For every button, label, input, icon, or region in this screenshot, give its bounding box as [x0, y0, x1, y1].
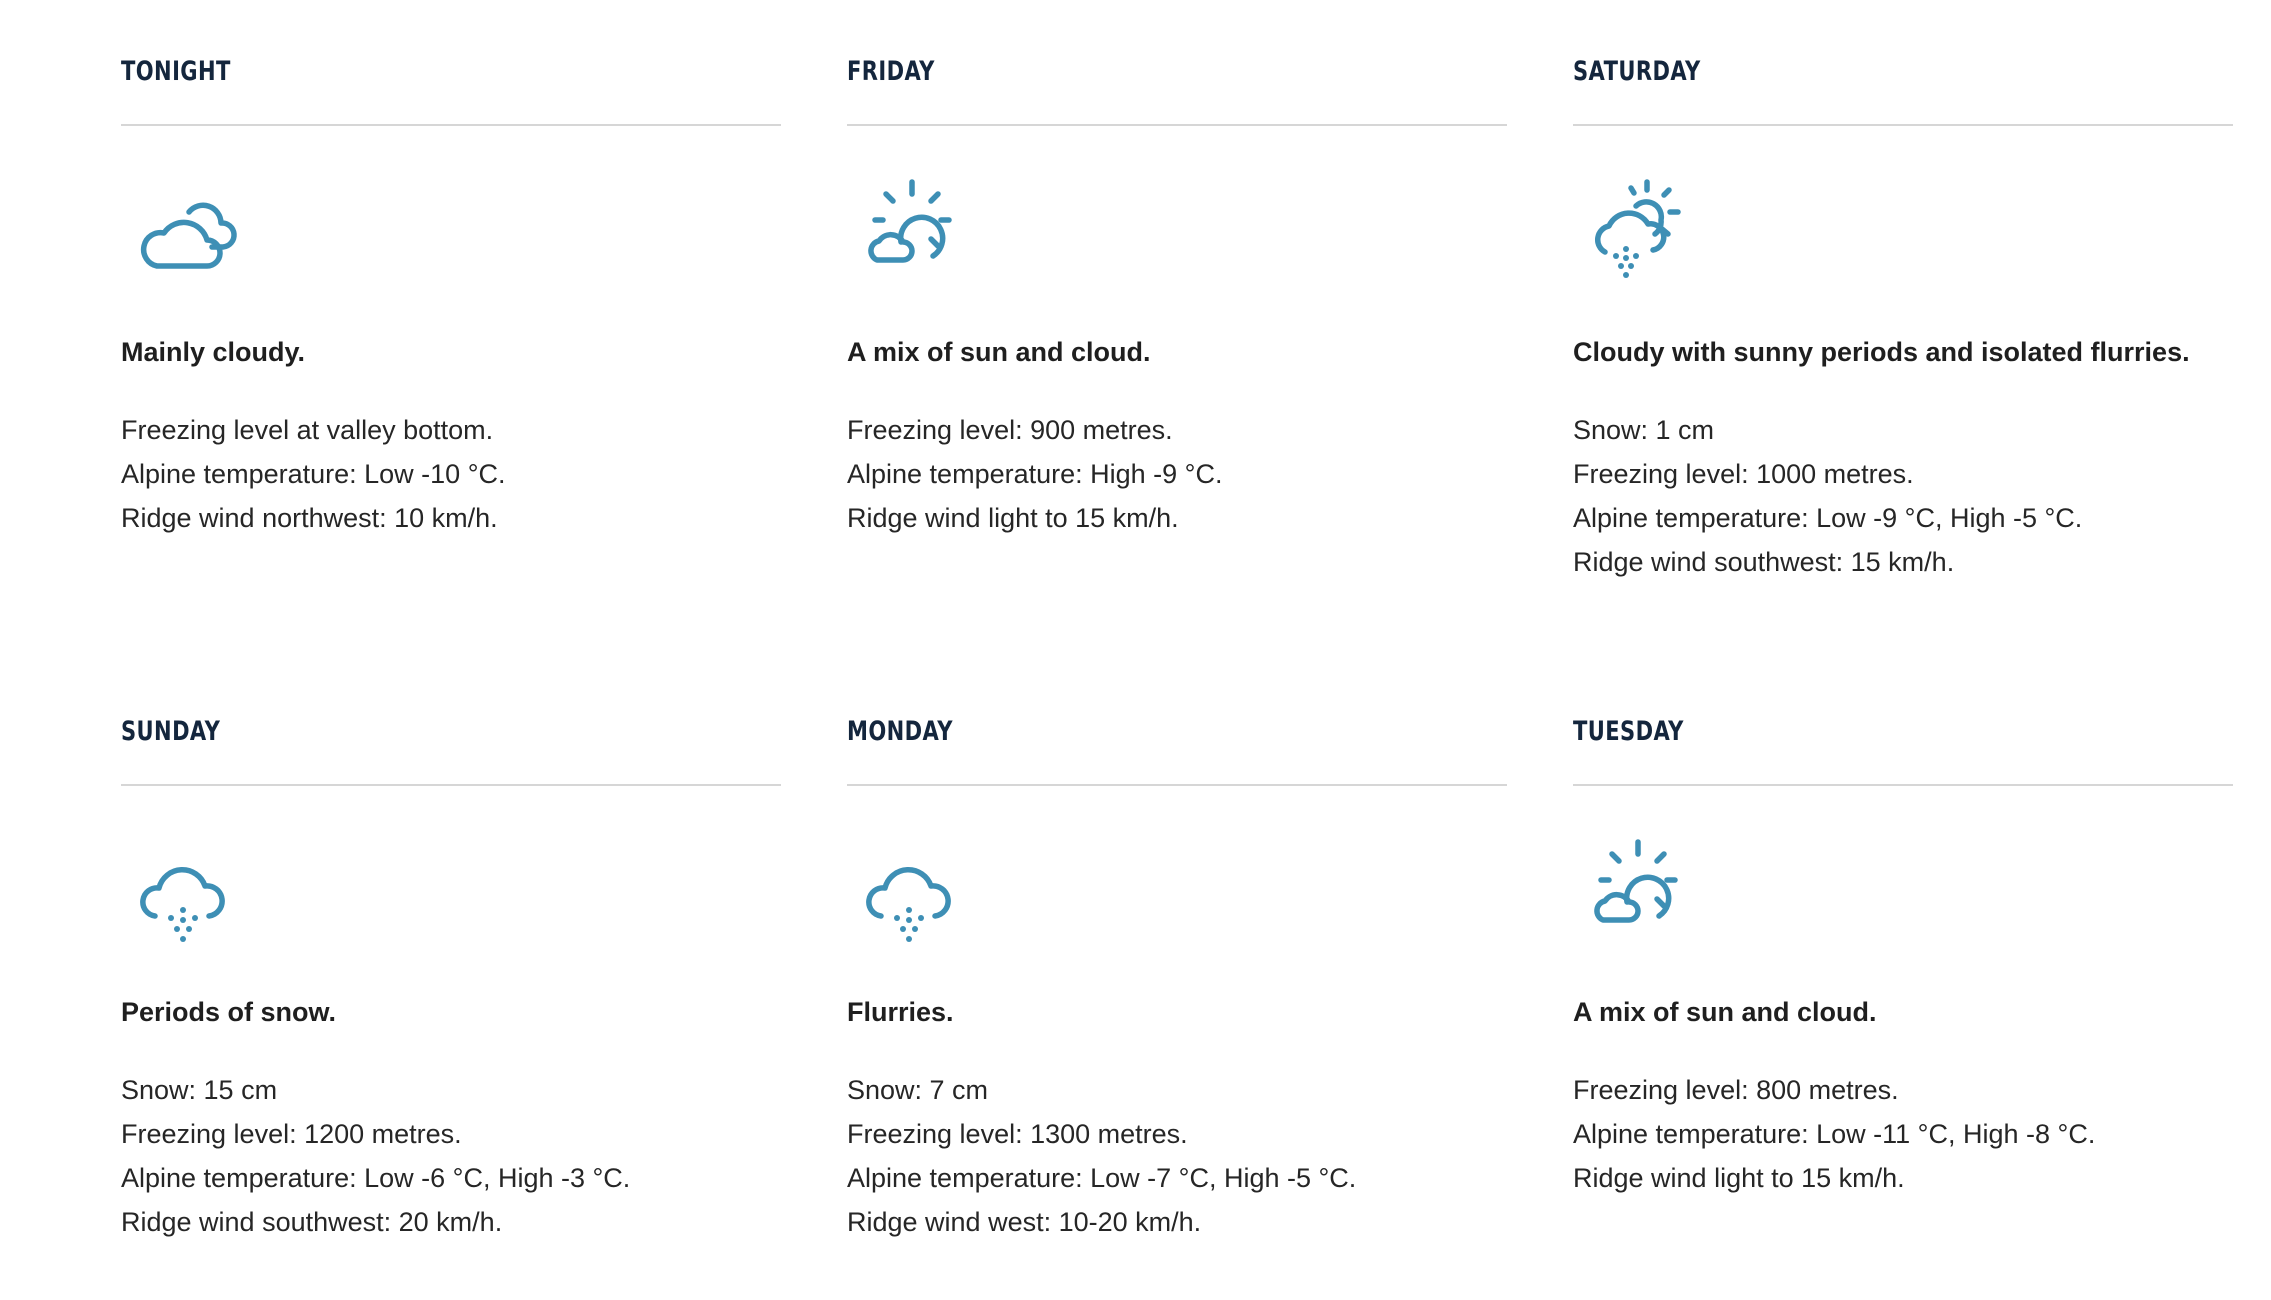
detail-line: Freezing level at valley bottom. — [121, 415, 494, 445]
detail-line: Ridge wind light to 15 km/h. — [1573, 1163, 1905, 1193]
forecast-summary: Flurries. — [847, 997, 954, 1027]
day-heading: SUNDAY — [121, 716, 221, 747]
day-heading: MONDAY — [847, 716, 953, 747]
snow-cloud-icon — [121, 830, 251, 960]
detail-line: Alpine temperature: Low -7 °C, High -5 °C. — [847, 1163, 1357, 1193]
detail-line: Freezing level: 1300 metres. — [847, 1119, 1188, 1149]
detail-line: Snow: 15 cm — [121, 1075, 278, 1105]
forecast-details — [121, 1068, 630, 1244]
detail-line: Alpine temperature: High -9 °C. — [847, 459, 1223, 489]
divider — [847, 784, 1507, 786]
forecast-summary: A mix of sun and cloud. — [1573, 997, 1877, 1027]
detail-line: Snow: 7 cm — [847, 1075, 989, 1105]
divider — [121, 784, 781, 786]
detail-line: Ridge wind southwest: 15 km/h. — [1573, 547, 1955, 577]
detail-line: Ridge wind northwest: 10 km/h. — [121, 503, 498, 533]
forecast-summary: Periods of snow. — [121, 997, 337, 1027]
detail-line: Ridge wind southwest: 20 km/h. — [121, 1207, 503, 1237]
detail-line: Freezing level: 1000 metres. — [1573, 459, 1914, 489]
detail-line: Alpine temperature: Low -11 °C, High -8 °C. — [1573, 1119, 2096, 1149]
detail-line: Ridge wind west: 10-20 km/h. — [847, 1207, 1202, 1237]
detail-line: Freezing level: 900 metres. — [847, 415, 1173, 445]
sun-cloud-flurries-icon — [1573, 170, 1703, 300]
divider — [121, 124, 781, 126]
forecast-grid — [121, 0, 2231, 1300]
forecast-summary: A mix of sun and cloud. — [847, 337, 1151, 367]
detail-line: Freezing level: 800 metres. — [1573, 1075, 1899, 1105]
cloudy-icon — [121, 170, 251, 300]
detail-line: Alpine temperature: Low -10 °C. — [121, 459, 506, 489]
day-heading: SATURDAY — [1573, 56, 1701, 87]
forecast-details — [121, 408, 506, 540]
forecast-details — [1573, 1068, 2095, 1200]
detail-line: Freezing level: 1200 metres. — [121, 1119, 462, 1149]
sun-cloud-icon — [1573, 830, 1703, 960]
forecast-details — [1573, 408, 2082, 584]
forecast-details — [847, 408, 1222, 540]
divider — [1573, 784, 2233, 786]
forecast-details — [847, 1068, 1356, 1244]
snow-cloud-icon — [847, 830, 977, 960]
forecast-summary: Cloudy with sunny periods and isolated flurries. — [1573, 337, 2190, 367]
detail-line: Snow: 1 cm — [1573, 415, 1715, 445]
sun-cloud-icon — [847, 170, 977, 300]
day-heading: TONIGHT — [121, 56, 231, 87]
divider — [1573, 124, 2233, 126]
divider — [847, 124, 1507, 126]
forecast-summary: Mainly cloudy. — [121, 337, 306, 367]
detail-line: Alpine temperature: Low -6 °C, High -3 °C. — [121, 1163, 631, 1193]
detail-line: Alpine temperature: Low -9 °C, High -5 °C. — [1573, 503, 2083, 533]
detail-line: Ridge wind light to 15 km/h. — [847, 503, 1179, 533]
day-heading: TUESDAY — [1573, 716, 1684, 747]
day-heading: FRIDAY — [847, 56, 935, 87]
